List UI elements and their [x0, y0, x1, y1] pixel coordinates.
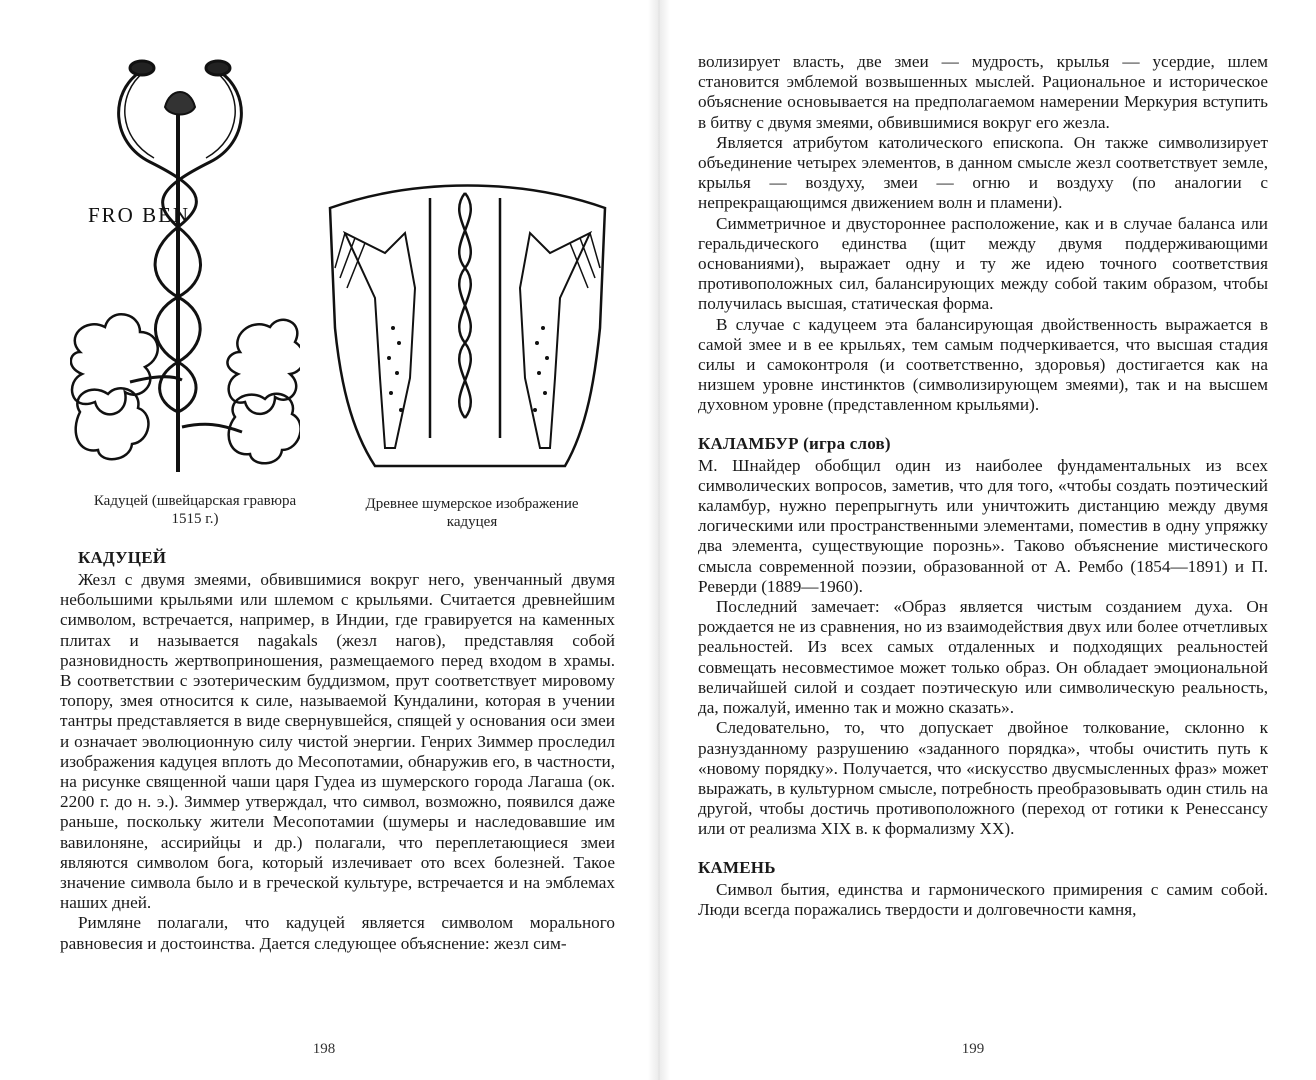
caduceus-engraving-image [70, 52, 300, 477]
paragraph: М. Шнайдер обобщил один из наиболее фундаментальных из всех символических вопросов, заметив, что для того, «чтобы создать поэтический каламбур, нужно перепрыгнуть или уничтожить дистанцию между двумя логическими или пространственными элементами, поместив в одну упряжку два элемента, существующие порознь». Таково объяснение мистического смысла современной поэзии, образованной от А. Рембо (1854—1891) и П. Реверди (1889—1960). [698, 455, 1268, 596]
page-number-right: 199 [961, 1041, 985, 1057]
page-number-left: 198 [312, 1041, 336, 1057]
paragraph: Является атрибутом католического епископа. Он также символизирует объединение четырех элементов, в данном смысле жезл соответствует земле, крылья — воздуху, змеи — огню и воздуху (по аналогии с непрекращающимся движением волн и пламени). [698, 132, 1268, 213]
figure1-caption: Кадуцей (швейцарская гравюра 1515 г.) [93, 493, 297, 527]
section-title-pun [698, 434, 1268, 454]
paragraph: Следовательно, то, что допускает двойное толкование, склонно к разнузданному разрушению «заданного порядка», чтобы очистить путь к «новому порядку». Получается, что «искусство двусмысленных фраз» может выражать, в культурном смысле, потребность преобразовывать один стиль на другой, чтобы достичь противоположного (переход от готики к Ренессансу или от реализма XIX в. к формализму XX). [698, 718, 1268, 839]
paragraph: Симметричное и двустороннее расположение, как и в случае баланса или геральдического единства (щит между двумя поддерживающими основаниями), выражает одну и ту же идею точного соответствия противоположных сил, балансирующих между собой таким образом, чтобы получилась высшая, статическая форма. [698, 213, 1268, 314]
left-text-block [60, 548, 615, 954]
figure2-caption: Древнее шумерское изображение кадуцея [365, 496, 579, 530]
right-text-block [698, 52, 1268, 920]
sumerian-caduceus-image [325, 178, 610, 470]
section-title-caduceus: КАДУЦЕЙ [78, 548, 167, 567]
caduceus-engraving-figure [70, 52, 300, 477]
book-gutter [648, 0, 670, 1080]
paragraph: Жезл с двумя змеями, обвившимися вокруг него, увенчанный двумя небольшими крыльями или шлемом с крыльями. Считается древнейшим символом, встречается, например, в Индии, где гравируется на каменных плитах и называется nagakals (жезл нагов), представляя собой разновидность жертвоприношения, размещаемого перед входом в храмы. В соответствии с эзотерическим буддизмом, прут соответствует мировому топору, змея относится к силе, называемой Кундалини, которая в учении тантры представляется в виде свернувшейся, спящей у основания оси змеи и означает эволюционную силу чистой энергии. Генрих Зиммер проследил изображения кадуцея вплоть до Месопотамии, обнаружив его, в частности, на рисунке священной чаши царя Гудеа из шумерского города Лагаша (ок. 2200 г. до н. э.). Зиммер утверждал, что символ, возможно, появился даже раньше, поскольку жители Месопотамии (шумеры и наследовавшие им вавилоняне, ассирийцы и др.) полагали, что переплетающиеся змеи являются символом бога, который излечивает ото всех болезней. Такое значение символа было и в греческой культуре, встречается и на эмблемах наших дней. [60, 570, 615, 913]
section-title-pun-main: КАЛАМБУР [698, 433, 799, 453]
paragraph: Последний замечает: «Образ является чистым созданием духа. Он рождается не из сравнения, но из взаимодействия двух или более отчетливых реальностей. Из всех самых отдаленных и подходящих реальностей совмещать несовместимое может только образ. Он обладает эмоциональной величайшей силой и создает поэтическую или символическую реальность, да, пожалуй, именно так и можно сказать». [698, 597, 1268, 718]
paragraph: В случае с кадуцеем эта балансирующая двойственность выражается в самой змее и в ее крыльях, тем самым подчеркивается, что высшая стадия силы и самоконтроля (и соответственно, здоровья) достигается как на низшем уровне инстинктов (символизирующем змеями), так и на высшем духовном уровне (представленном крыльями). [698, 314, 1268, 415]
paragraph: Римляне полагали, что кадуцей является символом морального равновесия и достоинства. Дается следующее объяснение: жезл сим- [60, 913, 615, 953]
paragraph: волизирует власть, две змеи — мудрость, крылья — усердие, шлем становится эмблемой возвышенных мыслей. Рациональное и историческое объяснение основывается на предполагаемом намерении Меркурия вступить в битву с двумя змеями, обвившимися вокруг его жезла. [698, 52, 1268, 132]
paragraph: Символ бытия, единства и гармонического примирения с самим собой. Люди всегда поражались твердости и долговечности камня, [698, 879, 1268, 919]
left-page [0, 0, 648, 1080]
section-title-stone: КАМЕНЬ [698, 857, 776, 877]
froben-label: FRO BEN [88, 203, 191, 227]
right-page [670, 0, 1316, 1080]
sumerian-caduceus-figure [325, 178, 610, 470]
section-title-pun-sub: (игра слов) [803, 433, 891, 453]
